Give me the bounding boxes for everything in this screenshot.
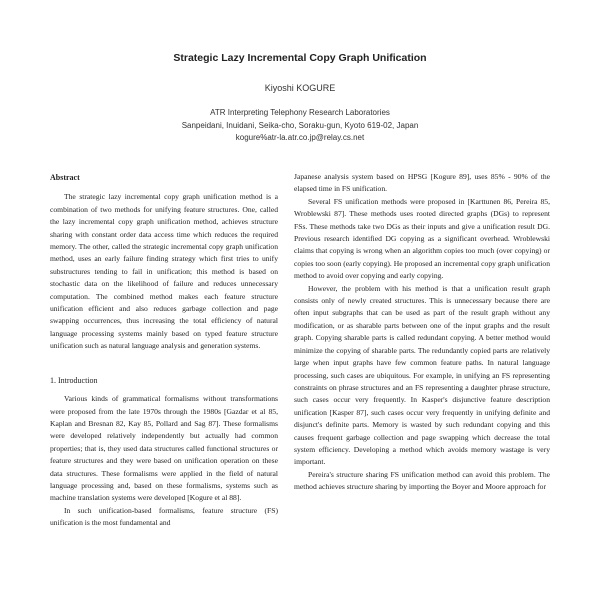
intro-paragraph: Various kinds of grammatical formalisms without transformations were proposed from the late 1970s through the 1980s [Gazdar et al 85, Kaplan and Bresnan 82, Kay 85, Pollard and Sag 87]. These formalisms were developed relatively independently but actually had common properties; that is, they used data structures called functional structures or feature structures and they were based on unification operation on these data structures. These formalisms were applied in the field of natural language processing and, based on these formalisms, systems such as machine translation systems were developed [Kogure et al 88]. [50,394,278,503]
affiliation-email: kogure%atr-la.atr.co.jp@relay.cs.net [235,133,365,142]
abstract-text: The strategic lazy incremental copy graph unification method is a combination of two methods for unifying feature structures. One, called the lazy incremental copy graph unification method, achieves structure sharing with constant order data access time which reduces the required memory. The other, called the strategic incremental copy graph unification method, uses an early failure finding strategy which first tries to unify substructures tending to fail in unification; this method is based on stochastic data on the likelihood of failure and reduces unnecessary computation. The combined method makes each feature structure unification efficient and also reduces garbage collection and page swapping occurrences, thus increasing the total efficiency of natural language processing systems mainly based on typed feature structure unification such as natural language analysis and generation systems. [50,192,278,351]
body-paragraph: Japanese analysis system based on HPSG [Kogure 89], uses 85% - 90% of the elapsed time in FS unification. [294,172,550,194]
paper-title: Strategic Lazy Incremental Copy Graph Unification [173,52,427,64]
right-column [294,171,550,494]
body-paragraph: Several FS unification methods were proposed in [Karttunen 86, Pereira 85, Wroblewski 87]. These methods uses rooted directed graphs (DGs) to represent FSs. These methods take two DGs as their inputs and give a unification result DG. Previous research identified DG copying as a significant overhead. Wroblewski claims that copying is wrong when an algorithm copies too much (over copying) or copies too soon (early copying). He proposed an incremental copy graph unification method to avoid over copying and early copying. [294,196,550,281]
intro-paragraph: In such unification-based formalisms, feature structure (FS) unification is the most fundamental and [50,505,278,528]
body-paragraph: However, the problem with his method is that a unification result graph consists only of newly created structures. This is unnecessary because there are often input subgraphs that can be used as part of the result graph without any modification, or as sharable parts between one of the input graphs and the result graph. Copying sharable parts is called redundant copying. A better method would minimize the copying of sharable parts. The redundantly copied parts are relatively large when input graphs have few common feature paths. In natural language processing, such cases are ubiquitous. For example, in unifying an FS representing constraints on phrase structures and an FS representing a daughter phrase structure, such cases occur very frequently. In Kasper's disjunctive feature description unification [Kasper 87], such cases occur very frequently in unifying definite and disjunct's definite parts. Memory is wasted by such redundant copying and this causes frequent garbage collection and page swapping which decrease the total system efficiency. Developing a method which avoids memory wastage is very important. [294,283,550,467]
affiliation-institution: ATR Interpreting Telephony Research Laboratories [210,108,390,117]
body-paragraph: Pereira's structure sharing FS unification method can avoid this problem. The method achieves structure sharing by importing the Boyer and Moore approach for [294,469,550,492]
author-name: Kiyoshi KOGURE [264,83,336,93]
affiliation-block [0,107,600,145]
affiliation-address: Sanpeidani, Inuidani, Seika-cho, Soraku-gun, Kyoto 619-02, Japan [181,120,419,130]
abstract-heading: Abstract [50,173,80,182]
section-heading-introduction: 1. Introduction [50,375,98,385]
left-column [50,172,278,530]
